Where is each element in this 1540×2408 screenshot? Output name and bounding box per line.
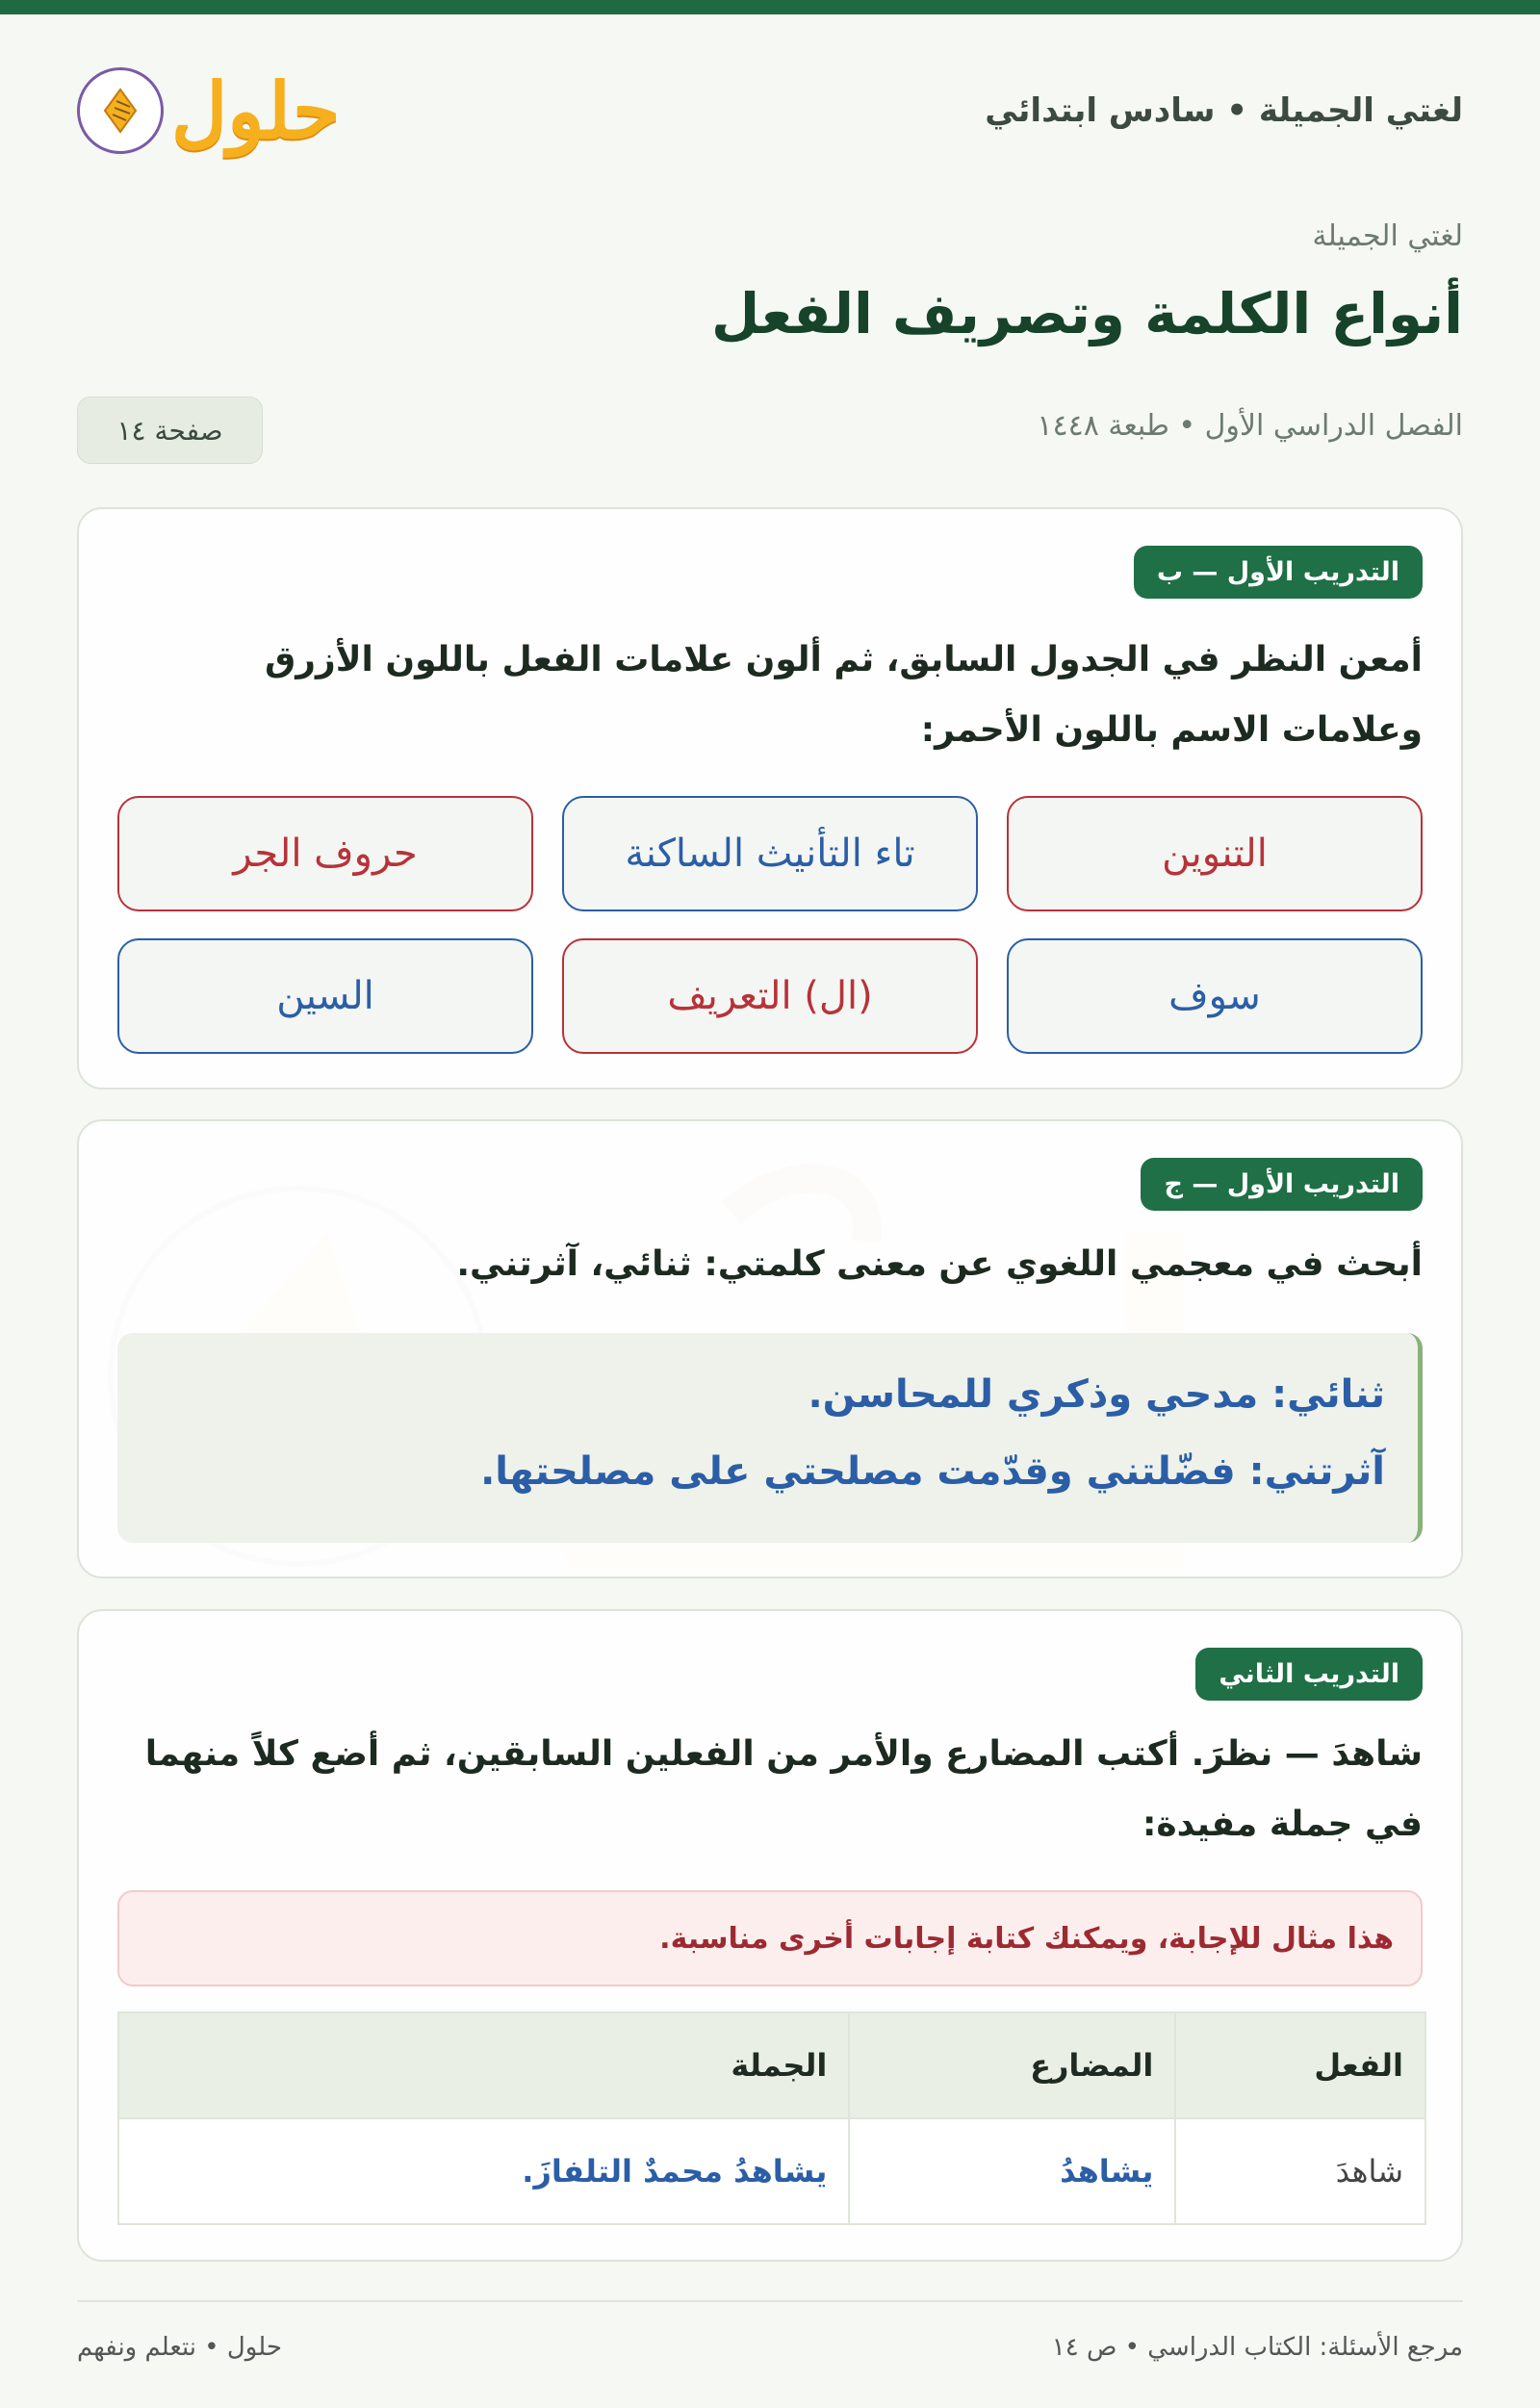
book-icon	[77, 67, 164, 154]
footer-reference: مرجع الأسئلة: الكتاب الدراسي • ص ١٤	[1051, 2333, 1463, 2362]
answer-note: هذا مثال للإجابة، ويمكنك كتابة إجابات أخرى مناسبة.	[117, 1890, 1423, 1986]
chip-huroof-jar[interactable]: حروف الجر	[117, 796, 533, 911]
column-header-verb: الفعل	[1175, 2012, 1425, 2118]
answer-box	[117, 1333, 1423, 1543]
subject-label: لغتي الجميلة	[1312, 219, 1463, 253]
exercise-question: شاهدَ — نظرَ. أكتب المضارع والأمر من الفعلين السابقين، ثم أضع كلاً منهما في جملة مفيدة:	[144, 1734, 1423, 1844]
site-logo[interactable]	[77, 67, 340, 154]
table-cell: شاهدَ	[1175, 2118, 1425, 2224]
footer-brand: حلول • نتعلم ونفهم	[77, 2333, 282, 2362]
table-row	[118, 2118, 1425, 2224]
chip-al-tareef[interactable]: (ال) التعريف	[562, 938, 978, 1054]
answer-line: آثرتني: فضّلتني وقدّمت مصلحتي على مصلحتها.	[480, 1449, 1385, 1494]
table-cell: يشاهدُ	[849, 2118, 1175, 2224]
exercise-tag: التدريب الأول — ب	[1134, 546, 1423, 599]
edition-meta: الفصل الدراسي الأول • طبعة ١٤٤٨	[1037, 409, 1463, 443]
exercise-b-card	[77, 507, 1463, 1089]
exercise-tag: التدريب الثاني	[1195, 1648, 1423, 1701]
column-header-sentence: الجملة	[118, 2012, 849, 2118]
exercise-c-card	[77, 1119, 1463, 1578]
top-accent-bar	[0, 0, 1540, 14]
page-number-badge: صفحة ١٤	[77, 397, 263, 464]
footer-divider	[77, 2300, 1463, 2302]
app-header	[77, 53, 1463, 168]
exercise-question: أبحث في معجمي اللغوي عن معنى كلمتي: ثنائي، آثرتني.	[456, 1244, 1423, 1284]
exercise-2-card	[77, 1609, 1463, 2262]
logo-text: حلول	[171, 65, 341, 156]
table-cell: يشاهدُ محمدٌ التلفازَ.	[118, 2118, 849, 2224]
header-title: لغتي الجميلة • سادس ابتدائي	[985, 91, 1463, 130]
column-header-present: المضارع	[849, 2012, 1175, 2118]
answer-line: ثنائي: مدحي وذكري للمحاسن.	[808, 1372, 1385, 1417]
chip-sawfa[interactable]: سوف	[1007, 938, 1423, 1054]
chip-taa-taneeth[interactable]: تاء التأنيث الساكنة	[562, 796, 978, 911]
exercise-tag: التدريب الأول — ج	[1141, 1158, 1423, 1211]
table-header-row	[118, 2012, 1425, 2118]
chip-seen[interactable]: السين	[117, 938, 533, 1054]
chip-tanween[interactable]: التنوين	[1007, 796, 1423, 911]
exercise-question: أمعن النظر في الجدول السابق، ثم ألون علامات الفعل باللون الأزرق وعلامات الاسم باللون الأحمر:	[265, 640, 1423, 750]
page-title: أنواع الكلمة وتصريف الفعل	[710, 281, 1463, 346]
conjugation-table	[117, 2011, 1426, 2225]
